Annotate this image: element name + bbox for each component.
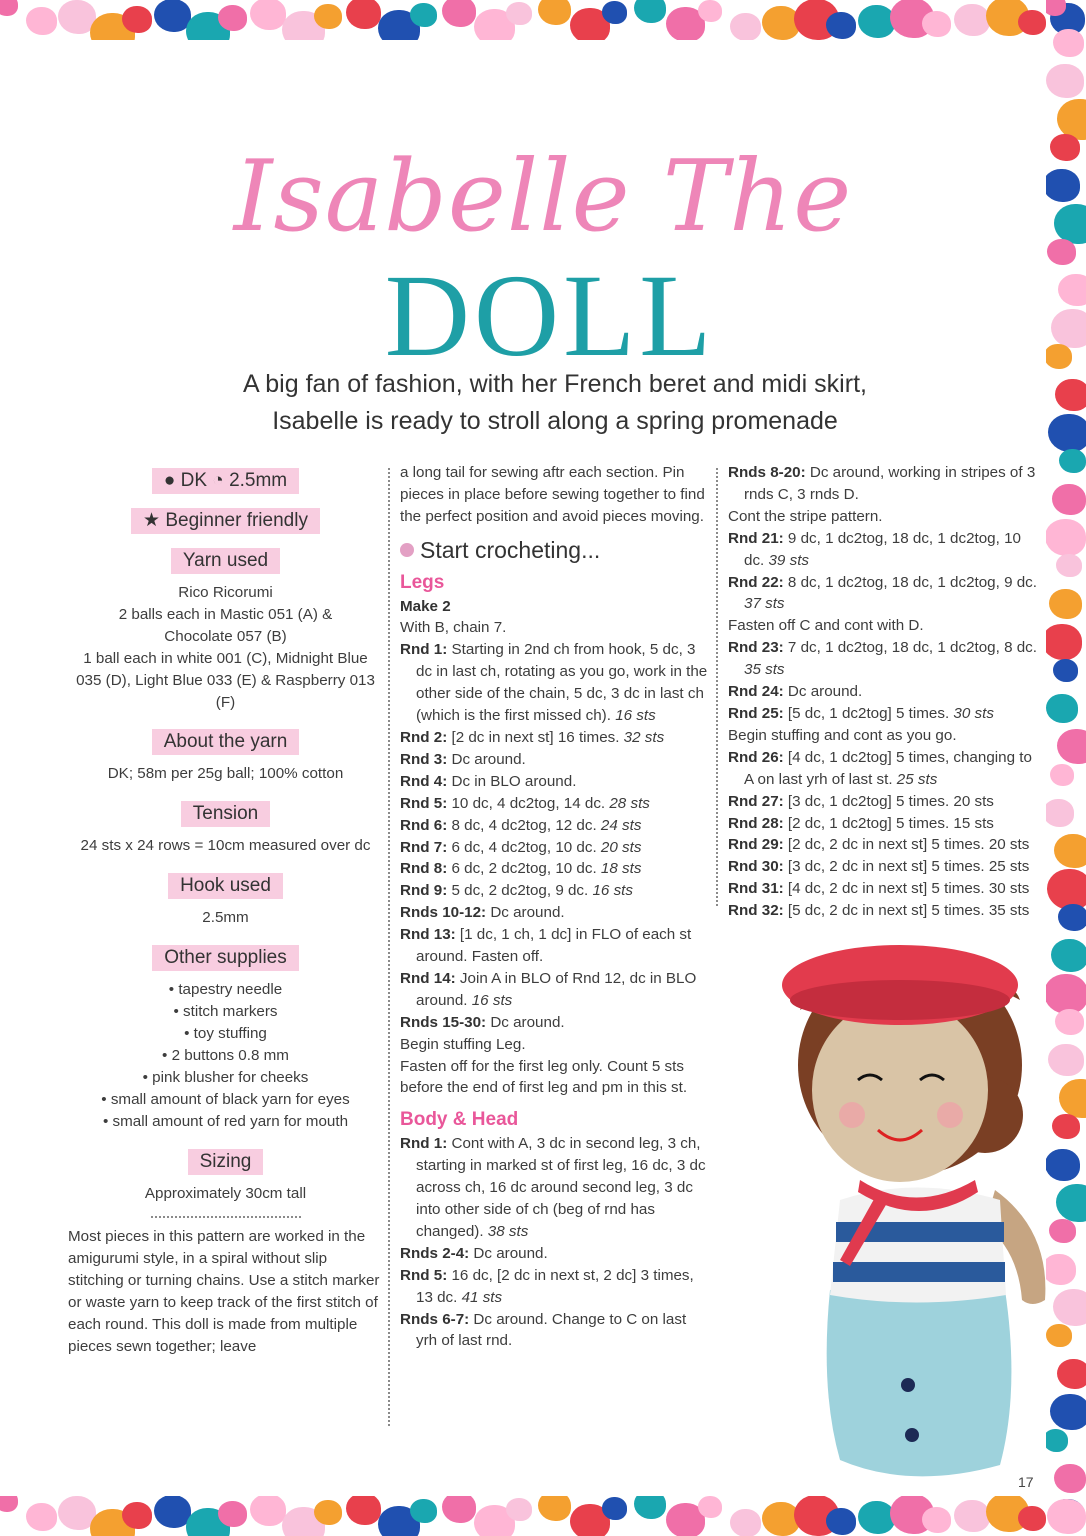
round-label: Rnd 5: xyxy=(400,794,448,812)
round-label: Rnd 7: xyxy=(400,838,448,856)
round-text: 8 dc, 4 dc2tog, 12 dc. xyxy=(447,816,601,834)
round-text: Dc around. xyxy=(486,904,565,922)
stitch-count: 25 sts xyxy=(896,770,938,788)
round-label: Rnd 9: xyxy=(400,882,448,900)
round-instruction xyxy=(400,837,710,859)
legs-notes xyxy=(400,1034,710,1100)
round-label: Rnds 2-4: xyxy=(400,1244,470,1262)
round-text: 9 dc, 1 dc2tog, 18 dc, 1 dc2tog, 10 dc. xyxy=(744,529,1021,569)
round-label: Rnd 2: xyxy=(400,728,448,746)
flower-petal-icon xyxy=(858,1501,895,1534)
subtitle xyxy=(60,366,1050,440)
pattern-column-2 xyxy=(728,462,1040,922)
flower-petal-icon xyxy=(698,0,722,22)
floral-border-top xyxy=(0,0,1086,40)
flower-petal-icon xyxy=(602,1,627,24)
yarn-line: Rico Ricorumi xyxy=(178,584,273,601)
flower-petal-icon xyxy=(346,0,381,29)
hook-icon: ◔ xyxy=(212,470,224,491)
flower-petal-icon xyxy=(826,12,856,39)
crochet-doll-photo xyxy=(770,930,1060,1496)
flower-petal-icon xyxy=(1058,904,1086,931)
flower-petal-icon xyxy=(698,1496,722,1518)
flower-petal-icon xyxy=(1059,1079,1086,1118)
round-text: Cont the stripe pattern. xyxy=(728,507,883,525)
round-instruction xyxy=(400,1012,710,1034)
round-text: Dc around. xyxy=(469,1244,548,1262)
stitch-count: 30 sts xyxy=(953,704,994,722)
round-text: Starting in 2nd ch from hook, 5 dc, 3 dc in last ch, rotating as you go, work in the other side of the chain, 5 dc, 3 dc in last ch (which is the first missed ch). xyxy=(416,641,708,725)
stitch-count: 16 sts xyxy=(471,991,513,1009)
round-instruction xyxy=(400,727,710,749)
flower-petal-icon xyxy=(538,0,571,25)
flower-petal-icon xyxy=(442,1496,476,1523)
round-label: Rnd 31: xyxy=(728,880,784,898)
round-text: [3 dc, 2 dc in next st] 5 times. 25 sts xyxy=(783,858,1030,876)
title-script: Isabelle The xyxy=(233,140,853,254)
flower-petal-icon xyxy=(314,4,342,29)
round-instruction xyxy=(400,924,710,968)
supply-item: • stitch markers xyxy=(173,1003,278,1021)
round-text: [2 dc in next st] 16 times. xyxy=(447,728,624,746)
round-label: Rnd 25: xyxy=(728,704,784,722)
flower-petal-icon xyxy=(1056,1184,1086,1222)
round-instruction xyxy=(400,1265,710,1309)
note-line: Begin stuffing Leg. xyxy=(400,1035,526,1053)
round-instruction xyxy=(400,968,710,1012)
flower-petal-icon xyxy=(1046,64,1084,98)
note-line: Fasten off for the first leg only. Count 5 sts before the end of first leg and pm in this st. xyxy=(400,1057,688,1097)
flower-petal-icon xyxy=(250,0,286,30)
about-yarn-text: DK; 58m per 25g ball; 100% cotton xyxy=(107,765,344,783)
yarn-line: 035 (D), Light Blue 033 (E) & Raspberry 013 (F) xyxy=(76,671,375,711)
round-instruction xyxy=(400,1243,710,1265)
round-instruction xyxy=(400,858,710,880)
stitch-count: 35 sts xyxy=(744,661,785,679)
round-label: Rnd 8: xyxy=(400,860,448,878)
flower-petal-icon xyxy=(1059,449,1086,473)
chain-instruction: With B, chain 7. xyxy=(400,619,507,637)
round-instruction xyxy=(728,681,1040,703)
flower-petal-icon xyxy=(602,1497,627,1520)
flower-petal-icon xyxy=(1046,799,1074,827)
round-label: Rnd 22: xyxy=(728,573,784,591)
flower-petal-icon xyxy=(634,0,666,23)
round-instruction xyxy=(728,813,1040,835)
round-text: Dc around. Change to C on last yrh of last rnd. xyxy=(416,1310,687,1350)
column-divider xyxy=(716,468,718,906)
round-instruction xyxy=(400,749,710,771)
flower-petal-icon xyxy=(1054,834,1086,868)
round-label: Rnd 23: xyxy=(728,639,784,657)
supply-item: • pink blusher for cheeks xyxy=(142,1068,309,1086)
flower-petal-icon xyxy=(1053,29,1084,57)
round-label: Rnd 4: xyxy=(400,772,448,790)
round-label: Rnd 21: xyxy=(728,529,784,547)
flower-petal-icon xyxy=(1057,729,1086,764)
round-label: Rnd 28: xyxy=(728,814,784,832)
round-text: 7 dc, 1 dc2tog, 18 dc, 1 dc2tog, 8 dc. xyxy=(783,639,1037,657)
flower-petal-icon xyxy=(218,1501,247,1527)
supplies-list xyxy=(68,979,383,1132)
round-text: 16 dc, [2 dc in next st, 2 dc] 3 times, 13 dc. xyxy=(416,1266,694,1306)
flower-petal-icon xyxy=(1057,1359,1086,1389)
round-label: Rnd 29: xyxy=(728,836,784,854)
floral-border-bottom xyxy=(0,1496,1086,1536)
round-label: Rnd 27: xyxy=(728,792,784,810)
level-badge: ★ Beginner friendly xyxy=(131,508,320,534)
round-text: Cont with A, 3 dc in second leg, 3 ch, starting in marked st of first leg, 16 dc, 3 dc across ch, 16 dc around second leg, 3 dc into other side of ch (beg of rnd has changed). xyxy=(416,1135,706,1240)
round-instruction xyxy=(728,528,1040,572)
flower-petal-icon xyxy=(26,1503,57,1531)
stitch-count: 38 sts xyxy=(487,1222,529,1240)
round-instruction xyxy=(400,902,710,924)
flower-petal-icon xyxy=(1046,694,1078,723)
round-text: 5 dc, 2 dc2tog, 9 dc. xyxy=(447,882,593,900)
flower-petal-icon xyxy=(858,5,895,38)
yarn-line: Chocolate 057 (B) xyxy=(164,627,287,645)
body-head-heading: Body & Head xyxy=(400,1109,519,1131)
stitch-count: 16 sts xyxy=(592,882,633,900)
intro-text: Most pieces in this pattern are worked in the amigurumi style, in a spiral without slip stitching or turning chains. Use a stitch marker or waste yarn to keep track of the first stitch of each round. This doll is made from multiple pieces sewn together; leave xyxy=(68,1228,380,1355)
weight-hook-badge: ● DK ◔ 2.5mm xyxy=(152,468,299,494)
round-label: Rnds 10-12: xyxy=(400,904,487,922)
page-number: 17 xyxy=(1018,1474,1034,1490)
flower-petal-icon xyxy=(442,0,476,27)
flower-petal-icon xyxy=(954,4,990,36)
stitch-count: 16 sts xyxy=(615,707,656,725)
round-label: Rnd 5: xyxy=(400,1266,448,1284)
supply-item: • small amount of black yarn for eyes xyxy=(101,1090,350,1108)
round-instruction xyxy=(728,834,1040,856)
round-label: Rnds 15-30: xyxy=(400,1013,487,1031)
flower-petal-icon xyxy=(1047,1499,1086,1534)
stitch-count: 39 sts xyxy=(768,551,810,569)
supply-item: • toy stuffing xyxy=(184,1024,267,1042)
round-label: Rnds 8-20: xyxy=(728,464,806,481)
flower-petal-icon xyxy=(730,1509,761,1536)
yarn-list xyxy=(68,582,383,713)
pattern-column-1 xyxy=(400,462,710,1352)
round-instruction xyxy=(728,900,1040,922)
flower-petal-icon xyxy=(1046,519,1086,556)
flower-petal-icon xyxy=(410,3,437,27)
flower-petal-icon xyxy=(1046,624,1082,660)
round-label: Rnd 6: xyxy=(400,816,448,834)
round-text: Dc around, working in stripes of 3 rnds C, 3 rnds D. xyxy=(744,464,1036,503)
round-text: Begin stuffing and cont as you go. xyxy=(728,726,957,744)
sizing-text: Approximately 30cm tall xyxy=(144,1184,307,1202)
round-instruction xyxy=(400,639,710,727)
round-text: Join A in BLO of Rnd 12, dc in BLO around. xyxy=(416,969,697,1009)
info-column xyxy=(68,462,383,1358)
flower-petal-icon xyxy=(0,0,18,16)
round-instruction xyxy=(728,637,1040,681)
supplies-heading: Other supplies xyxy=(152,945,299,971)
tension-heading: Tension xyxy=(181,801,271,827)
round-instruction xyxy=(400,880,710,902)
flower-petal-icon xyxy=(1053,659,1078,682)
round-instruction xyxy=(728,747,1040,791)
stitch-count: 18 sts xyxy=(600,860,642,878)
subtitle-line-1: A big fan of fashion, with her French beret and midi skirt, xyxy=(243,370,867,398)
round-instruction xyxy=(728,462,1040,506)
supply-item: • small amount of red yarn for mouth xyxy=(102,1112,349,1130)
sizing-heading: Sizing xyxy=(188,1149,264,1175)
flower-petal-icon xyxy=(506,1498,532,1521)
subtitle-line-2: Isabelle is ready to stroll along a spring promenade xyxy=(272,407,838,435)
round-instruction xyxy=(728,615,1040,637)
body-rounds xyxy=(400,1133,710,1352)
flower-petal-icon xyxy=(250,1496,286,1526)
flower-petal-icon xyxy=(1052,484,1086,515)
round-instruction xyxy=(728,856,1040,878)
hook-used-heading: Hook used xyxy=(168,873,283,899)
round-instruction xyxy=(400,793,710,815)
flower-petal-icon xyxy=(346,1496,381,1525)
flower-petal-icon xyxy=(122,6,152,33)
stitch-count: 20 sts xyxy=(600,838,642,856)
start-heading: Start crocheting... xyxy=(400,540,710,562)
flower-petal-icon xyxy=(1048,414,1086,452)
round-text: [4 dc, 2 dc in next st] 5 times. 30 sts xyxy=(783,880,1030,898)
round-text: Dc around. xyxy=(447,750,526,768)
round-label: Rnd 26: xyxy=(728,748,784,766)
stitch-count: 28 sts xyxy=(609,794,650,812)
round-text: [1 dc, 1 ch, 1 dc] in FLO of each st around. Fasten off. xyxy=(416,926,692,966)
round-label: Rnd 13: xyxy=(400,926,456,944)
flower-petal-icon xyxy=(826,1508,856,1535)
flower-petal-icon xyxy=(634,1496,666,1519)
stitch-count: 24 sts xyxy=(600,816,642,834)
round-label: Rnd 24: xyxy=(728,683,784,701)
about-yarn-heading: About the yarn xyxy=(152,729,300,755)
flower-petal-icon xyxy=(730,13,761,40)
tension-text: 24 sts x 24 rows = 10cm measured over dc xyxy=(80,837,371,855)
round-instruction xyxy=(728,572,1040,616)
round-text: Dc around. xyxy=(486,1013,565,1031)
round-label: Rnd 3: xyxy=(400,750,448,768)
flower-petal-icon xyxy=(1046,0,1066,16)
round-text: Dc in BLO around. xyxy=(447,772,577,790)
yarn-line: 2 balls each in Mastic 051 (A) & xyxy=(118,605,333,623)
yarn-ball-icon: ● xyxy=(163,470,176,491)
round-instruction xyxy=(400,1133,710,1243)
flower-petal-icon xyxy=(218,5,247,31)
flower-petal-icon xyxy=(410,1499,437,1523)
flower-petal-icon xyxy=(954,1500,990,1532)
round-text: [2 dc, 2 dc in next st] 5 times. 20 sts xyxy=(783,836,1030,854)
round-text: 6 dc, 2 dc2tog, 10 dc. xyxy=(447,860,601,878)
flower-petal-icon xyxy=(922,1507,951,1533)
round-text: Dc around. xyxy=(783,683,863,701)
round-text: [5 dc, 2 dc in next st] 5 times. 35 sts xyxy=(783,902,1030,920)
round-text: [4 dc, 1 dc2tog] 5 times, changing to A on last yrh of last st. xyxy=(744,748,1032,788)
make-2: Make 2 xyxy=(400,597,451,615)
flower-petal-icon xyxy=(1050,764,1074,786)
flower-petal-icon xyxy=(538,1496,571,1521)
round-label: Rnd 1: xyxy=(400,641,448,659)
round-instruction xyxy=(728,791,1040,813)
flower-petal-icon xyxy=(314,1500,342,1525)
round-instruction xyxy=(400,1309,710,1353)
flower-petal-icon xyxy=(1049,589,1082,619)
round-text: 8 dc, 1 dc2tog, 18 dc, 1 dc2tog, 9 dc. xyxy=(783,573,1037,591)
column-divider xyxy=(388,468,390,1426)
round-instruction xyxy=(728,725,1040,747)
flower-petal-icon xyxy=(1018,1506,1046,1531)
stitch-count: 32 sts xyxy=(623,728,665,746)
round-instruction xyxy=(728,878,1040,900)
intro-continued: a long tail for sewing aftr each section. Pin pieces in place before sewing together to find the perfect position and avoid pieces moving. xyxy=(400,464,705,525)
stitch-count: 37 sts xyxy=(744,595,785,613)
round-label: Rnd 14: xyxy=(400,969,456,987)
flower-petal-icon xyxy=(122,1502,152,1529)
flower-petal-icon xyxy=(26,7,57,35)
yarn-line: 1 ball each in white 001 (C), Midnight Blue xyxy=(83,649,368,667)
flower-petal-icon xyxy=(1018,10,1046,35)
yarn-used-heading: Yarn used xyxy=(171,548,280,574)
round-instruction xyxy=(400,815,710,837)
yarn-ball-icon xyxy=(400,543,414,557)
supply-item: • 2 buttons 0.8 mm xyxy=(162,1046,289,1064)
legs-rounds xyxy=(400,639,710,1033)
round-instruction xyxy=(400,771,710,793)
supply-item: • tapestry needle xyxy=(168,981,283,999)
round-label: Rnds 6-7: xyxy=(400,1310,470,1328)
round-text: Fasten off C and cont with D. xyxy=(728,617,924,635)
stitch-count: 41 sts xyxy=(461,1288,503,1306)
hook-used-text: 2.5mm xyxy=(202,909,249,927)
round-instruction xyxy=(728,506,1040,528)
legs-heading: Legs xyxy=(400,571,445,593)
round-label: Rnd 30: xyxy=(728,858,784,876)
round-text: [2 dc, 1 dc2tog] 5 times. 15 sts xyxy=(783,814,994,832)
title-doll: DOLL xyxy=(384,250,716,381)
round-instruction xyxy=(728,703,1040,725)
flower-petal-icon xyxy=(506,2,532,25)
body-rounds-continued xyxy=(728,462,1040,922)
round-text: 6 dc, 4 dc2tog, 10 dc. xyxy=(447,838,601,856)
round-text: [3 dc, 1 dc2tog] 5 times. 20 sts xyxy=(783,792,994,810)
flower-petal-icon xyxy=(922,11,951,37)
dotted-divider xyxy=(151,1216,301,1218)
flower-petal-icon xyxy=(0,1496,18,1512)
round-text: [5 dc, 1 dc2tog] 5 times. xyxy=(783,704,954,722)
round-label: Rnd 32: xyxy=(728,902,784,920)
round-text: 10 dc, 4 dc2tog, 14 dc. xyxy=(447,794,610,812)
round-label: Rnd 1: xyxy=(400,1135,448,1153)
flower-petal-icon xyxy=(1056,554,1082,577)
